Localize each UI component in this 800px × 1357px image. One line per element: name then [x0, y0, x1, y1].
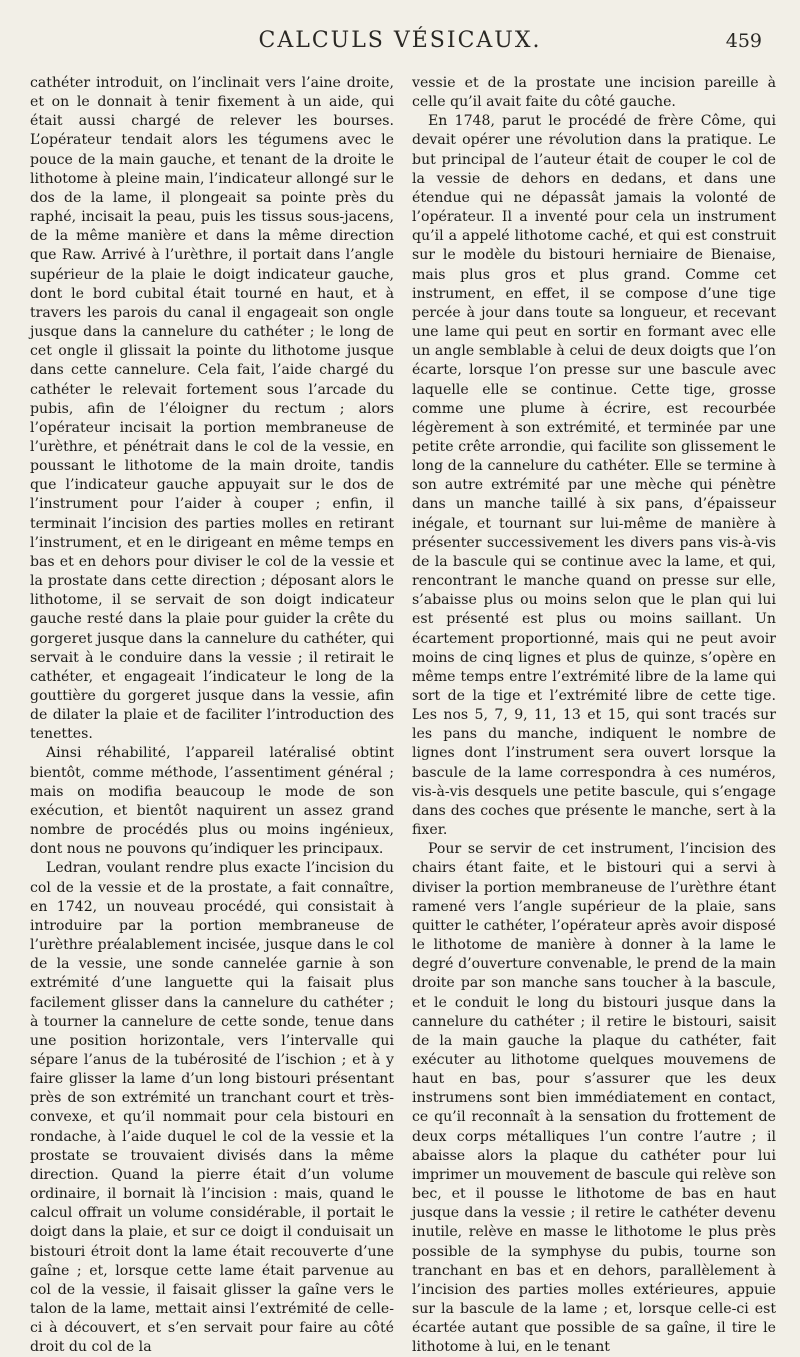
- paragraph: Ledran, voulant rendre plus exacte l’incision du col de la vessie et de la prostate, a fait connaître, en 1742, un nouveau procédé, qui consistait à introduire par la portion membraneuse de l’urèthre préalablement incisée, jusque dans le col de la vessie, une sonde cannelée garnie à son extrémité d’une languette qui la faisait plus facilement glisser dans la cannelure du cathéter ; à tourner la cannelure de cette sonde, tenue dans une position horizontale, vers l’intervalle qui sépare l’anus de la tubérosité de l’ischion ; et à y faire glisser la lame d’un long bistouri présentant près de son extrémité un tranchant court et très-convexe, et qu’il nommait pour cela bistouri en rondache, à l’aide duquel le col de la vessie et la prostate se trouvaient divisés dans la même direction. Quand la pierre était d’un volume ordinaire, il bornait là l’incision : mais, quand le calcul offrait un volume considérable, il portait le doigt dans la plaie, et sur ce doigt il conduisait un bistouri étroit dont la lame était recouverte d’une gaîne ; et, lorsque cette lame était parvenue au col de la vessie, il faisait glisser la gaîne vers le talon de la lame, mettait ainsi l’extrémité de celle-ci à découvert, et s’en servait pour faire au côté droit du col de la: [30, 860, 394, 1356]
- page-number: 459: [725, 30, 762, 52]
- running-head: [30, 28, 770, 58]
- paragraph: Pour se servir de cet instrument, l’incision des chairs étant faite, et le bistouri qui a servi à diviser la portion membraneuse de l’urèthre étant ramené vers l’angle supérieur de la plaie, sans quitter le cathéter, l’opérateur après avoir disposé le lithotome de manière à donner à la lame le degré d’ouverture convenable, le prend de la main droite par son manche sans toucher à la bascule, et le conduit le long du bistouri jusque dans la cannelure du cathéter ; il retire le bistouri, saisit de la main gauche la plaque du cathéter, fait exécuter au lithotome quelques mouvemens de haut en bas, pour s’assurer que les deux instrumens sont bien immédiatement en contact, ce qu’il reconnaît à la sensation du frottement de deux corps métalliques l’un contre l’autre ; il abaisse alors la plaque du cathéter pour lui imprimer un mouvement de bascule qui relève son bec, et il pousse le lithotome de bas en haut jusque dans la vessie ; il retire le cathéter devenu inutile, relève en masse le lithotome le plus près possible de la symphyse du pubis, tourne son tranchant en bas et en dehors, parallèlement à l’incision des parties molles extérieures, appuie sur la bascule de la lame ; et, lorsque celle-ci est écartée autant que possible de sa gaîne, il tire le lithotome à lui, en le tenant: [412, 841, 776, 1356]
- right-column: [412, 74, 776, 1357]
- paragraph: En 1748, parut le procédé de frère Côme, qui devait opérer une révolution dans la pratique. Le but principal de l’auteur était de couper le col de la vessie de dehors en dedans, et dans une étendue qui ne dépassât jamais la volonté de l’opérateur. Il a inventé pour cela un instrument qu’il a appelé lithotome caché, et qui est construit sur le modèle du bistouri herniaire de Bienaise, mais plus gros et plus grand. Comme cet instrument, en effet, il se compose d’une tige percée à jour dans toute sa longueur, et recevant une lame qui peut en sortir en formant avec elle un angle semblable à celui de deux doigts que l’on écarte, lorsque l’on presse sur une bascule avec laquelle elle se continue. Cette tige, grosse comme une plume à écrire, est recourbée légèrement à son extrémité, et terminée par une petite crête arrondie, qui facilite son glissement le long de la cannelure du cathéter. Elle se termine à son autre extrémité par une mèche qui pénètre dans un manche taillé à six pans, d’épaisseur inégale, et tournant sur lui-même de manière à présenter successivement les divers pans vis-à-vis de la bascule qui se continue avec la lame, et qui, rencontrant le manche quand on presse sur elle, s’abaisse plus ou moins selon que le plan qui lui est présenté est plus ou moins saillant. Un écartement proportionné, mais qui ne peut avoir moins de cinq lignes et plus de quinze, s’opère en même temps entre l’extrémité libre de la lame qui sort de la tige et l’extrémité libre de cette tige. Les nos 5, 7, 9, 11, 13 et 15, qui sont tracés sur les pans du manche, indiquent le nombre de lignes dont l’instrument sera ouvert lorsque la bascule de la lame correspondra à ces numéros, vis-à-vis desquels une petite bascule, qui s’engage dans des coches que présente le manche, sert à la fixer.: [412, 113, 776, 839]
- running-title: CALCULS VÉSICAUX.: [258, 28, 542, 53]
- text-columns: [30, 74, 776, 1357]
- paragraph: Ainsi réhabilité, l’appareil latéralisé obtint bientôt, comme méthode, l’assentiment général ; mais on modifia beaucoup le mode de son exécution, et bientôt naquirent un assez grand nombre de procédés plus ou moins ingénieux, dont nous ne pouvons qu’indiquer les principaux.: [30, 745, 394, 858]
- left-column: [30, 74, 394, 1357]
- paragraph: vessie et de la prostate une incision pareille à celle qu’il avait faite du côté gauche.: [412, 75, 776, 111]
- paragraph: cathéter introduit, on l’inclinait vers l’aine droite, et on le donnait à tenir fixement à un aide, qui était aussi chargé de relever les bourses. L’opérateur tendait alors les tégumens avec le pouce de la main gauche, et tenant de la droite le lithotome à pleine main, l’indicateur allongé sur le dos de la lame, il plongeait sa pointe près du raphé, incisait la peau, puis les tissus sous-jacens, de la même manière et dans la même direction que Raw. Arrivé à l’urèthre, il portait dans l’angle supérieur de la plaie le doigt indicateur gauche, dont le bord cubital était tourné en haut, et à travers les parois du canal il engageait son ongle jusque dans la cannelure du cathéter ; le long de cet ongle il glissait la pointe du lithotome jusque dans cette cannelure. Cela fait, l’aide chargé du cathéter le relevait fortement sous l’arcade du pubis, afin de l’éloigner du rectum ; alors l’opérateur incisait la portion membraneuse de l’urèthre, et pénétrait dans le col de la vessie, en poussant le lithotome de la main droite, tandis que l’indicateur gauche appuyait sur le dos de l’instrument pour l’aider à couper ; enfin, il terminait l’incision des parties molles en retirant l’instrument, et en le dirigeant en même temps en bas et en dehors pour diviser le col de la vessie et la prostate dans cette direction ; déposant alors le lithotome, il se servait de son doigt indicateur gauche resté dans la plaie pour guider la crête du gorgeret jusque dans la cannelure du cathéter, qui servait à le conduire dans la vessie ; il retirait le cathéter, et engageait l’indicateur le long de la gouttière du gorgeret jusque dans la vessie, afin de dilater la plaie et de faciliter l’introduction des tenettes.: [30, 75, 394, 743]
